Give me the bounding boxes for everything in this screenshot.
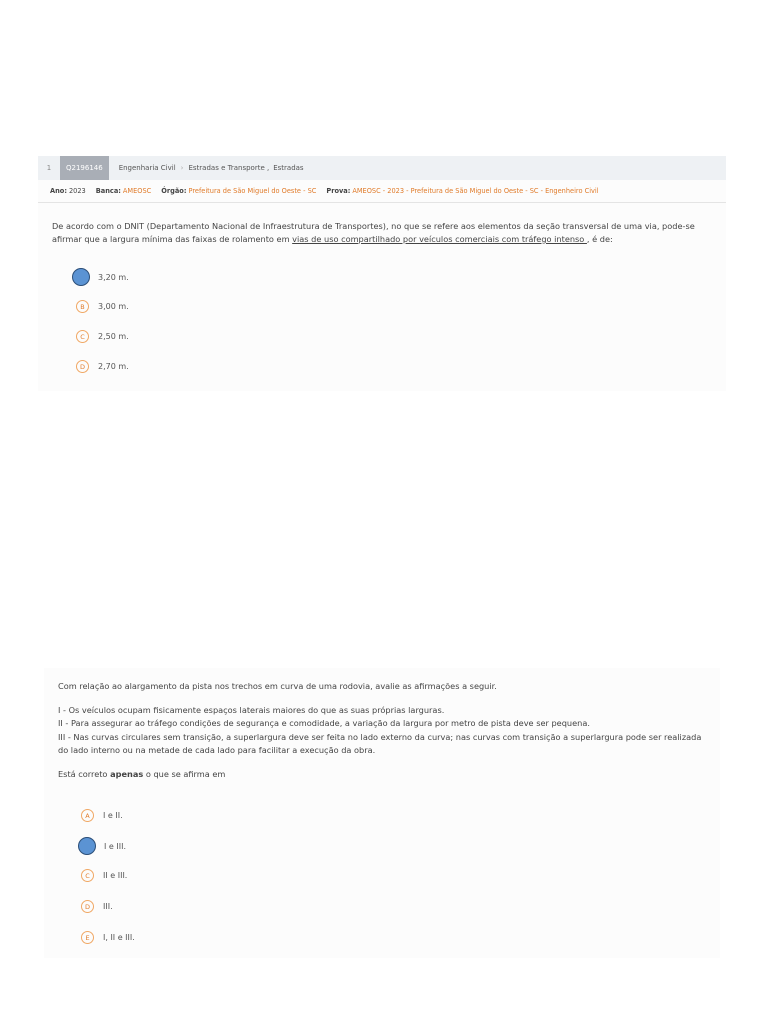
statement-underlined-text: vias de uso compartilhado por veículos comerciais com tráfego intenso (292, 234, 587, 244)
question-meta (38, 180, 726, 203)
option-b[interactable] (81, 837, 126, 855)
statement-item-2: II - Para assegurar ao tráfego condições de segurança e comodidade, a variação da largura por metro de pista deve ser pequena. (58, 718, 590, 728)
option-d[interactable] (76, 360, 129, 373)
statement-text: De acordo com o DNIT (Departamento Nacional de Infraestrutura de Transportes), no que se refere aos elementos da seção transversal de uma via, pode-se afirmar que a largura mínima das faixas de rolamento em (52, 221, 695, 244)
breadcrumb-subject[interactable]: Engenharia Civil (118, 164, 176, 172)
option-a[interactable] (75, 268, 129, 286)
option-c[interactable] (76, 330, 129, 343)
option-letter[interactable]: D (81, 900, 94, 913)
ask-bold-text: apenas (110, 768, 144, 779)
breadcrumb-subtopic[interactable]: Estradas (273, 164, 304, 172)
option-letter[interactable]: C (76, 330, 89, 343)
ask-text: Está correto (58, 768, 111, 779)
meta-banca-label: Banca: (95, 187, 121, 195)
option-text[interactable]: I e III. (104, 841, 126, 851)
selected-marker-icon[interactable] (72, 268, 90, 286)
option-letter[interactable]: A (81, 809, 94, 822)
option-e[interactable] (81, 931, 135, 944)
breadcrumb-topic[interactable]: Estradas e Transporte , (188, 164, 270, 172)
option-letter[interactable]: E (81, 931, 94, 944)
question-number: 1 (46, 164, 52, 172)
option-text[interactable]: III. (103, 902, 113, 911)
breadcrumb-separator-icon: › (180, 164, 184, 172)
statement-item-1: I - Os veículos ocupam fisicamente espaços laterais maiores do que as suas próprias larguras. (58, 704, 445, 715)
option-text[interactable]: 3,20 m. (98, 272, 129, 282)
meta-prova-label: Prova: (326, 187, 351, 195)
meta-ano-label: Ano: (50, 187, 67, 195)
statement-question (58, 768, 708, 782)
ask-text-end: o que se afirma em (143, 768, 226, 779)
option-text[interactable]: I e II. (103, 811, 123, 820)
option-letter[interactable]: B (76, 300, 89, 313)
option-letter[interactable]: D (76, 360, 89, 373)
option-a[interactable] (81, 809, 123, 822)
option-text[interactable]: 2,50 m. (98, 332, 129, 341)
statement-text-end: , é de: (586, 234, 613, 244)
meta-orgao-link[interactable]: Prefeitura de São Miguel do Oeste - SC (188, 187, 317, 195)
question-id[interactable]: Q2196146 (60, 156, 109, 180)
option-b[interactable] (76, 300, 129, 313)
meta-orgao-label: Órgão: (161, 187, 187, 195)
option-text[interactable]: 2,70 m. (98, 362, 129, 371)
question-header (38, 156, 726, 180)
option-letter[interactable]: C (81, 869, 94, 882)
option-text[interactable]: 3,00 m. (98, 302, 129, 311)
option-c[interactable] (81, 869, 127, 882)
question-card-2 (44, 668, 720, 958)
option-text[interactable]: I, II e III. (103, 933, 135, 942)
meta-prova-link[interactable]: AMEOSC - 2023 - Prefeitura de São Miguel do Oeste - SC - Engenheiro Civil (352, 187, 599, 195)
option-d[interactable] (81, 900, 113, 913)
meta-ano-value: 2023 (68, 187, 86, 195)
question-card-1 (38, 156, 726, 391)
statement-intro: Com relação ao alargamento da pista nos trechos em curva de uma rodovia, avalie as afirmações a seguir. (58, 681, 497, 691)
statement-item-3: III - Nas curvas circulares sem transição, a superlargura deve ser feita no lado externo da curva; nas curvas com transição a superlargura pode ser realizada do lado interno ou na metade de cada lado para facilitar a execução da obra. (58, 731, 702, 755)
option-text[interactable]: II e III. (103, 871, 128, 880)
meta-banca-link[interactable]: AMEOSC (122, 187, 152, 195)
question-statement (58, 680, 708, 781)
selected-marker-icon[interactable] (78, 837, 96, 855)
question-statement (52, 220, 720, 246)
